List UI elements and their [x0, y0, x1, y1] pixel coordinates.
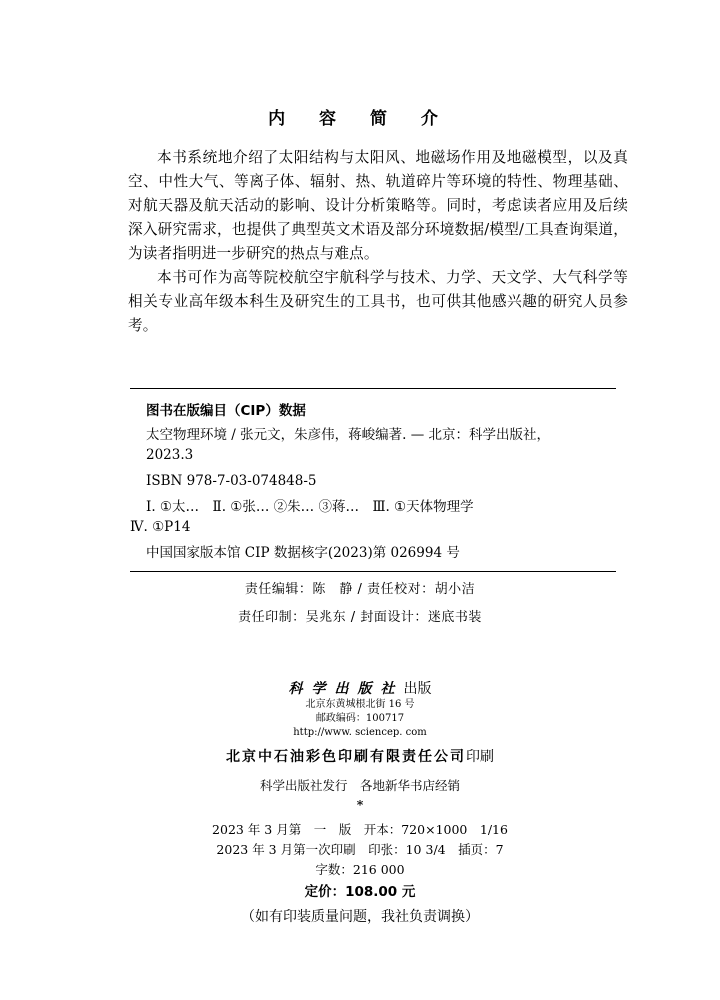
intro-section	[128, 146, 628, 338]
intro-paragraph-1: 本书系统地介绍了太阳结构与太阳风、地磁场作用及地磁模型，以及真空、中性大气、等离子体、辐射、热、轨道碎片等环境的特性、物理基础、对航天器及航天活动的影响、设计分析策略等。同时，考虑读者应用及后续深入研究需求，也提供了典型英文术语及部分环境数据/模型/工具查询渠道，为读者指明进一步研究的热点与难点。	[128, 149, 628, 262]
printer-line	[0, 746, 720, 766]
cip-title-line: 太空物理环境 / 张元文，朱彦伟，蒋峻编著. — 北京：科学出版社，	[146, 427, 551, 443]
word-count: 字数：216 000	[315, 862, 405, 877]
cip-heading: 图书在版编目（CIP）数据	[146, 403, 306, 419]
intro-title: 内 容 简 介	[268, 109, 452, 129]
cip-classification-2: Ⅳ. ①P14	[130, 519, 191, 535]
cip-classification-1: Ⅰ. ①太… Ⅱ. ①张… ②朱… ③蒋… Ⅲ. ①天体物理学	[146, 499, 474, 515]
publisher-name: 科学出版社	[288, 681, 404, 697]
publisher-postcode: 邮政编码：100717	[315, 713, 405, 724]
edition-line-1: 2023 年 3 月第 一 版 开本：720×1000 1/16	[212, 822, 508, 837]
staff-line-production: 责任印制：吴兆东 / 封面设计：迷底书装	[238, 610, 482, 625]
staff-line-editors: 责任编辑：陈 静 / 责任校对：胡小洁	[244, 582, 476, 597]
edition-line-2: 2023 年 3 月第一次印刷 印张：10 3/4 插页：7	[216, 842, 504, 857]
price: 定价：108.00 元	[304, 884, 416, 900]
printer-name: 北京中石油彩色印刷有限责任公司	[226, 749, 466, 765]
printer-suffix: 印刷	[466, 749, 494, 765]
publisher-line	[0, 678, 720, 698]
cip-block	[130, 388, 616, 572]
cip-isbn: ISBN 978-7-03-074848-5	[146, 473, 317, 489]
cip-top-rule	[130, 388, 616, 389]
distribution-line: 科学出版社发行 各地新华书店经销	[259, 778, 460, 793]
cip-record-number: 中国国家版本馆 CIP 数据核字(2023)第 026994 号	[146, 545, 460, 561]
separator-star: *	[356, 797, 364, 812]
publisher-website: http://www. sciencep. com	[293, 727, 427, 738]
publisher-suffix: 出版	[403, 681, 432, 697]
publisher-address: 北京东黄城根北街 16 号	[305, 699, 415, 710]
cip-bottom-rule	[130, 571, 616, 572]
cip-date-line: 2023.3	[146, 447, 194, 463]
intro-paragraph-2: 本书可作为高等院校航空宇航科学与技术、力学、天文学、大气科学等相关专业高年级本科生及研究生的工具书，也可供其他感兴趣的研究人员参考。	[128, 269, 628, 334]
quality-notice: （如有印装质量问题，我社负责调换）	[241, 909, 479, 925]
